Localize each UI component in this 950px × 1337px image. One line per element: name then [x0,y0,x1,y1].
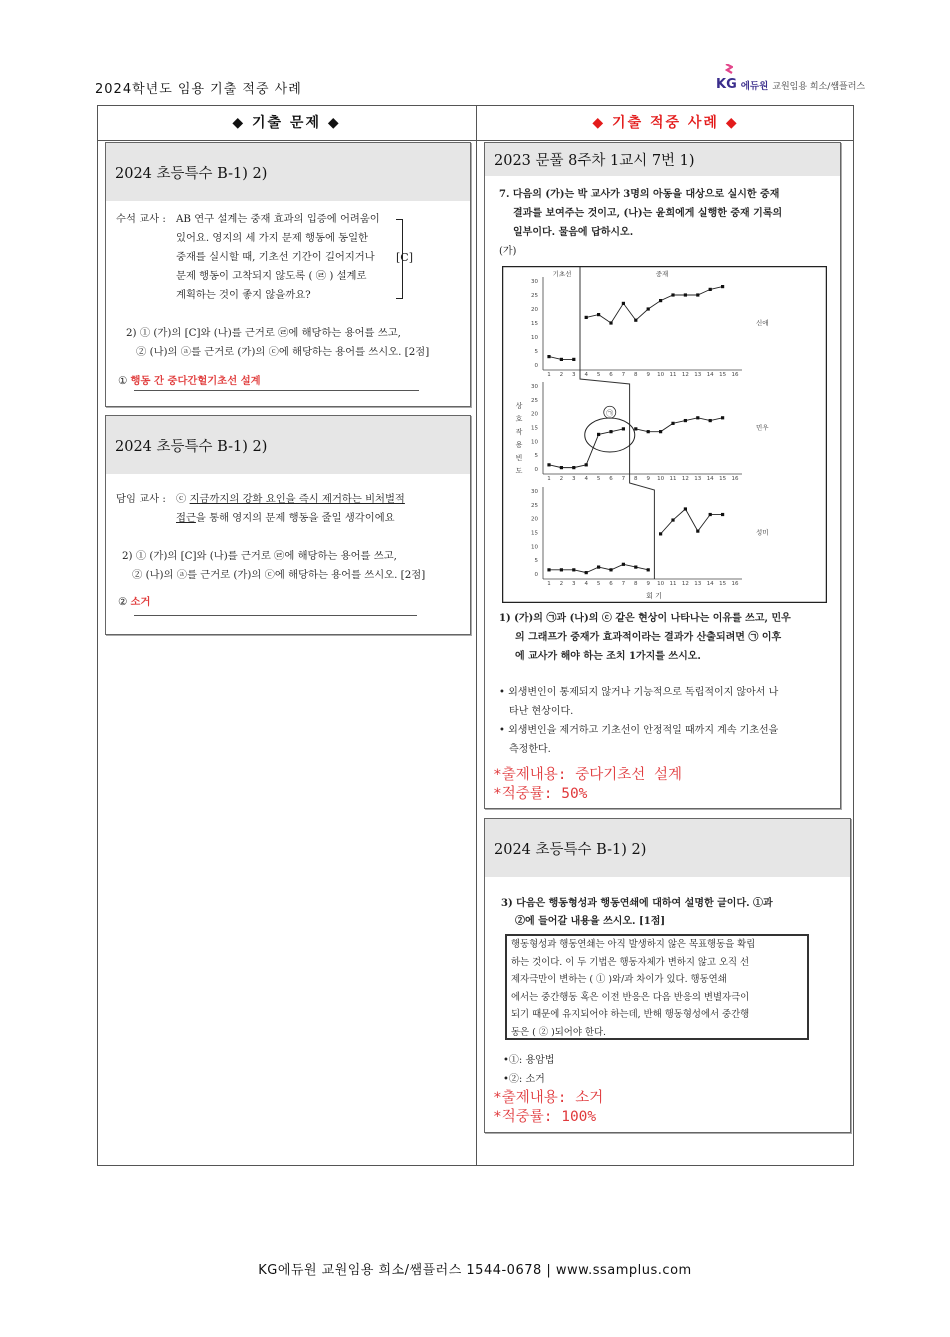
x-tick-label: 10 [657,476,665,482]
sub-question [499,609,791,666]
data-point [560,568,563,571]
passage-line: 에서는 중간행동 혹은 이전 반응은 다음 반응의 변별자극이 [511,991,750,1003]
summary-content: *출제내용: 소거 [493,1090,604,1106]
passage-box [505,934,809,1040]
speaker-label: 수석 교사 : [116,213,166,225]
x-tick-label: 8 [634,372,638,378]
x-tick-label: 3 [572,372,576,378]
x-tick-label: 5 [596,372,601,378]
x-tick-label: 4 [584,581,588,587]
dialogue [176,490,405,528]
summary-rate: *적중률: 100% [493,1109,597,1125]
answer-underline [134,390,419,391]
y-tick-label: 5 [534,349,538,355]
dialogue-underlined: 접근 [176,512,196,524]
data-point [547,568,550,571]
data-point [671,293,674,296]
x-tick-label: 12 [681,581,689,587]
question-line: ② (나)의 ⓐ를 근거로 (가)의 ⓒ에 해당하는 용어를 쓰시오. [2점] [136,346,430,358]
dialogue-line: 계획하는 것이 좋지 않을까요? [176,289,311,301]
y-tick-label: 20 [531,307,538,313]
x-tick-label: 11 [669,476,677,482]
summary [493,1089,603,1127]
data-point [622,302,625,305]
data-point [622,563,625,566]
data-point [684,293,687,296]
x-tick-label: 1 [547,372,551,378]
dialogue-line: 있어요. 영지의 세 가지 문제 행동에 동일한 [176,232,369,244]
box-title: 2024 초등특수 B-1) 2) [485,819,850,877]
question-stem [499,185,782,261]
x-tick-label: 13 [694,476,702,482]
exam-question-box-2 [105,415,471,635]
passage-line: 되기 때문에 유지되어야 하는데, 반해 행동형성에서 중간행 [511,1009,750,1020]
y-tick-label: 10 [531,335,538,341]
question-line: 의 그래프가 중재가 효과적이라는 결과가 산출되려면 ㉠ 이후 [515,632,782,643]
box-title: 2023 문풀 8주차 1교시 7번 1) [485,143,840,176]
answers [503,1051,554,1089]
data-point [547,355,550,358]
x-tick-label: 10 [657,372,665,378]
data-point [709,288,712,291]
x-tick-label: 13 [694,581,702,587]
x-tick-label: 2 [559,476,564,482]
dialogue-underlined: 지금까지의 강화 요인을 즉시 제거하는 비처벌적 [189,493,405,505]
bullet-line: 타난 현상이다. [509,706,574,717]
y-tick-label: 25 [531,293,538,299]
y-axis-label-char: 작 [515,428,523,436]
right-column-header: ◆ 기출 적중 사례 ◆ [592,115,739,131]
x-tick-label: 14 [706,476,714,482]
bracket-label: [C] [396,251,413,264]
data-point [634,565,637,568]
summary-content: *출제내용: 중다기초선 설계 [493,767,682,783]
answer [118,372,261,391]
column-divider [476,105,477,1166]
data-point [647,307,650,310]
question-line: 2) ① (가)의 [C]와 (나)를 근거로 ㉣에 해당하는 용어를 쓰고, [126,327,401,339]
logo-kg: KG [716,77,737,92]
x-tick-label: 10 [657,581,665,587]
logo-mark-icon [725,64,733,76]
x-tick-label: 8 [634,476,638,482]
answer-line: •②: 소거 [503,1074,545,1085]
data-point [684,419,687,422]
x-tick-label: 6 [609,372,613,378]
y-tick-label: 5 [534,558,538,565]
data-point [634,427,637,430]
bullet-line: • 외생변인이 통제되지 않거나 기능적으로 독립적이지 않아서 나 [499,687,779,698]
passage-line: 제자극만이 변하는 ( ① )와/과 차이가 있다. 행동연쇄 [511,974,727,985]
y-tick-label: 30 [531,384,538,390]
dialogue-line: 문제 행동이 고착되지 않도록 ( ㉣ ) 설계로 [176,270,367,282]
exam-question-box-1 [105,142,471,407]
question-line: 에 교사가 해야 하는 조치 1가지를 쓰시오. [515,651,701,662]
logo-text: 교원임용 희소/쌤플러스 [772,82,866,92]
question [126,324,429,362]
data-point [585,316,588,319]
answer-line: •①: 용암법 [503,1055,555,1066]
y-tick-label: 15 [531,425,538,432]
x-axis-label: 회 기 [646,592,662,600]
x-tick-label: 11 [669,581,677,587]
x-tick-label: 9 [646,372,650,378]
x-tick-label: 2 [559,372,564,378]
x-tick-label: 14 [706,372,714,378]
y-tick-label: 25 [531,397,538,404]
dialogue-line: 중재를 실시할 때, 기초선 기간이 길어지거나 [176,251,375,263]
data-point [696,293,699,296]
data-point [572,358,575,361]
data-point [547,463,550,466]
x-tick-label: 16 [731,476,739,482]
data-point [560,466,563,469]
data-point [696,416,699,419]
data-point [572,466,575,469]
data-point [622,427,625,430]
answer-text: 행동 간 중다간헐기초선 설계 [130,375,261,387]
summary-rate: *적중률: 50% [493,786,588,802]
question-line: 1) (가)의 ㉠과 (나)의 ⓒ 같은 현상이 나타나는 이유를 쓰고, 민우 [499,613,791,624]
phase-label-intervention: 중재 [655,270,669,278]
data-point [721,513,724,516]
x-tick-label: 6 [609,476,613,482]
speaker-label: 담임 교사 : [116,493,166,505]
y-tick-label: 0 [534,467,538,473]
footer: KG에듀원 교원임용 희소/쌤플러스 1544-0678 | www.ssamplus.com [258,1263,692,1278]
data-point [684,507,687,510]
data-point [585,571,588,574]
data-point [609,430,612,433]
data-point [671,518,674,521]
series-label: 민우 [756,423,769,432]
question-line: ② (나)의 ⓐ를 근거로 (가)의 ⓒ에 해당하는 용어를 쓰시오. [2점] [132,569,426,581]
answer [118,593,150,612]
answer-number: ① [118,375,128,387]
x-tick-label: 12 [681,476,689,482]
x-tick-label: 9 [646,581,650,587]
series-label: 성미 [756,528,769,537]
bullet-line: • 외생변인을 제거하고 기초선이 안정적일 때까지 계속 기초선을 [499,725,779,736]
x-tick-label: 3 [572,476,576,482]
x-tick-label: 16 [731,372,739,378]
data-point [585,463,588,466]
x-tick-label: 15 [719,372,727,378]
y-tick-label: 15 [531,530,538,537]
x-tick-label: 6 [609,581,613,587]
y-tick-label: 0 [534,363,538,369]
logo-edu: 에듀원 [740,81,769,92]
x-tick-label: 3 [572,581,576,587]
question-line: ②에 들어갈 내용을 쓰시오. [1점] [515,916,666,927]
y-axis-label-char: 호 [515,415,523,423]
x-tick-label: 13 [694,372,702,378]
y-axis-label-char: 용 [515,441,523,449]
y-tick-label: 20 [531,516,538,523]
x-tick-label: 1 [547,476,551,482]
y-tick-label: 30 [531,489,538,495]
x-tick-label: 9 [646,476,650,482]
header-divider [97,140,854,141]
stem-line: 결과를 보여주는 것이고, (나)는 윤희에게 실행한 중재 기록의 [513,208,783,219]
document-title: 2024학년도 임용 기출 적중 사례 [95,82,302,97]
x-tick-label: 4 [584,476,588,482]
data-point [659,299,662,302]
x-tick-label: 2 [559,581,564,587]
dialogue [176,210,380,305]
x-tick-label: 7 [621,372,626,378]
box-title: 2024 초등특수 B-1) 2) [106,143,470,201]
answer-text: 소거 [130,596,151,608]
multiple-baseline-chart [502,266,827,603]
dialogue-marker: ⓒ [176,493,190,505]
data-point [572,568,575,571]
data-point [609,568,612,571]
dialogue-line: AB 연구 설계는 중재 효과의 입증에 어려움이 [176,213,380,225]
matched-case-box-2 [484,818,851,1133]
data-point [696,530,699,533]
x-tick-label: 4 [584,372,588,378]
answer-number: ② [118,596,128,608]
annotation-label: ㉠ [606,409,614,418]
data-point [597,433,600,436]
data-point [709,419,712,422]
x-tick-label: 5 [596,581,601,587]
y-axis-label-char: 상 [515,402,523,410]
bullet-line: 측정한다. [509,744,551,755]
logo [716,66,865,92]
passage-line: 동은 ( ② )되어야 한다. [511,1026,606,1038]
x-tick-label: 12 [681,372,689,378]
box-title: 2024 초등특수 B-1) 2) [106,416,470,474]
data-point [659,430,662,433]
x-tick-label: 5 [596,476,601,482]
data-point [721,416,724,419]
x-tick-label: 7 [621,581,626,587]
data-point [634,319,637,322]
data-point [647,430,650,433]
y-tick-label: 0 [534,572,538,578]
question-line: 2) ① (가)의 [C]와 (나)를 근거로 ㉣에 해당하는 용어를 쓰고, [122,550,397,562]
y-tick-label: 5 [534,453,538,460]
dialogue-text: 을 통해 영지의 문제 행동을 줄일 생각이에요 [195,512,395,524]
x-tick-label: 16 [731,581,739,587]
chart-frame [503,267,827,603]
question-line: 3) 다음은 행동형성과 행동연쇄에 대하여 설명한 글이다. ①과 [501,898,773,909]
stem-line: 일부이다. 물음에 답하시오. [513,227,634,238]
y-tick-label: 20 [531,411,538,418]
x-tick-label: 1 [547,581,551,587]
answer-bullets [499,683,778,759]
summary [493,766,682,804]
passage-line: 행동형성과 행동연쇄는 아직 발생하지 않은 목표행동을 확립 [511,939,756,950]
data-point [597,313,600,316]
y-tick-label: 30 [531,279,538,285]
answer-underline [134,615,417,616]
data-point [709,513,712,516]
y-tick-label: 15 [531,321,538,327]
x-tick-label: 15 [719,581,727,587]
x-tick-label: 8 [634,581,638,587]
y-tick-label: 10 [531,544,538,551]
y-axis-label-char: 도 [515,467,523,475]
left-column-header: ◆ 기출 문제 ◆ [232,115,341,131]
data-point [721,285,724,288]
y-tick-label: 10 [531,439,538,446]
x-tick-label: 15 [719,476,727,482]
x-tick-label: 11 [669,372,677,378]
data-point [671,422,674,425]
y-tick-label: 25 [531,502,538,509]
sub-label: (가) [499,246,517,257]
question [501,895,773,931]
x-tick-label: 14 [706,581,714,587]
x-tick-label: 7 [621,476,626,482]
phase-label-baseline: 기초선 [552,270,572,278]
passage-line: 하는 것이다. 이 두 기법은 행동자체가 변하지 않고 오직 선 [511,956,750,968]
data-point [597,565,600,568]
data-point [609,321,612,324]
y-axis-label-char: 빈 [515,454,523,462]
data-point [560,358,563,361]
data-point [647,568,650,571]
series-label: 신애 [756,319,769,327]
data-point [659,532,662,535]
question [122,547,425,585]
stem-line: 7. 다음의 (가)는 박 교사가 3명의 아동을 대상으로 실시한 중재 [499,189,780,200]
